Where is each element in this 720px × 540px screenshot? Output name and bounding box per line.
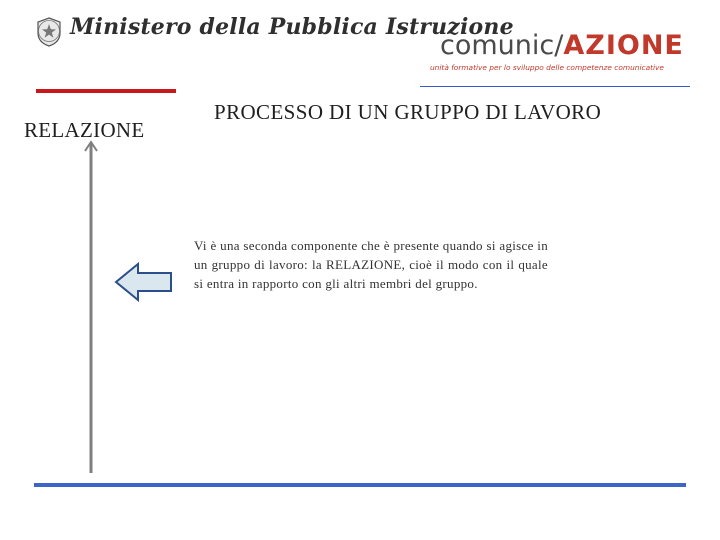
slide-title: PROCESSO DI UN GRUPPO DI LAVORO [214, 100, 602, 124]
brand-name-accent: AZIONE [563, 30, 684, 61]
red-accent-bar [36, 89, 176, 93]
footer-bar [34, 483, 686, 487]
brand-name-prefix: comunic/ [440, 30, 564, 61]
section-label: RELAZIONE [24, 118, 145, 142]
brand-logo [430, 30, 690, 72]
brand-name [440, 30, 690, 62]
ministry-emblem-icon [34, 16, 64, 48]
vertical-arrow-icon [80, 137, 102, 473]
left-arrow-icon [114, 262, 174, 302]
ministry-title: Ministero della Pubblica Istruzione [70, 14, 514, 40]
body-text: Vi è una seconda componente che è presente quando si agisce in un gruppo di lavoro: la RELAZIONE, cioè il modo con il quale si entra in rapporto con gli altri membri del gruppo. [194, 238, 548, 291]
brand-tagline: unità formative per lo sviluppo delle competenze comunicative [430, 63, 664, 72]
header-divider [420, 86, 690, 87]
